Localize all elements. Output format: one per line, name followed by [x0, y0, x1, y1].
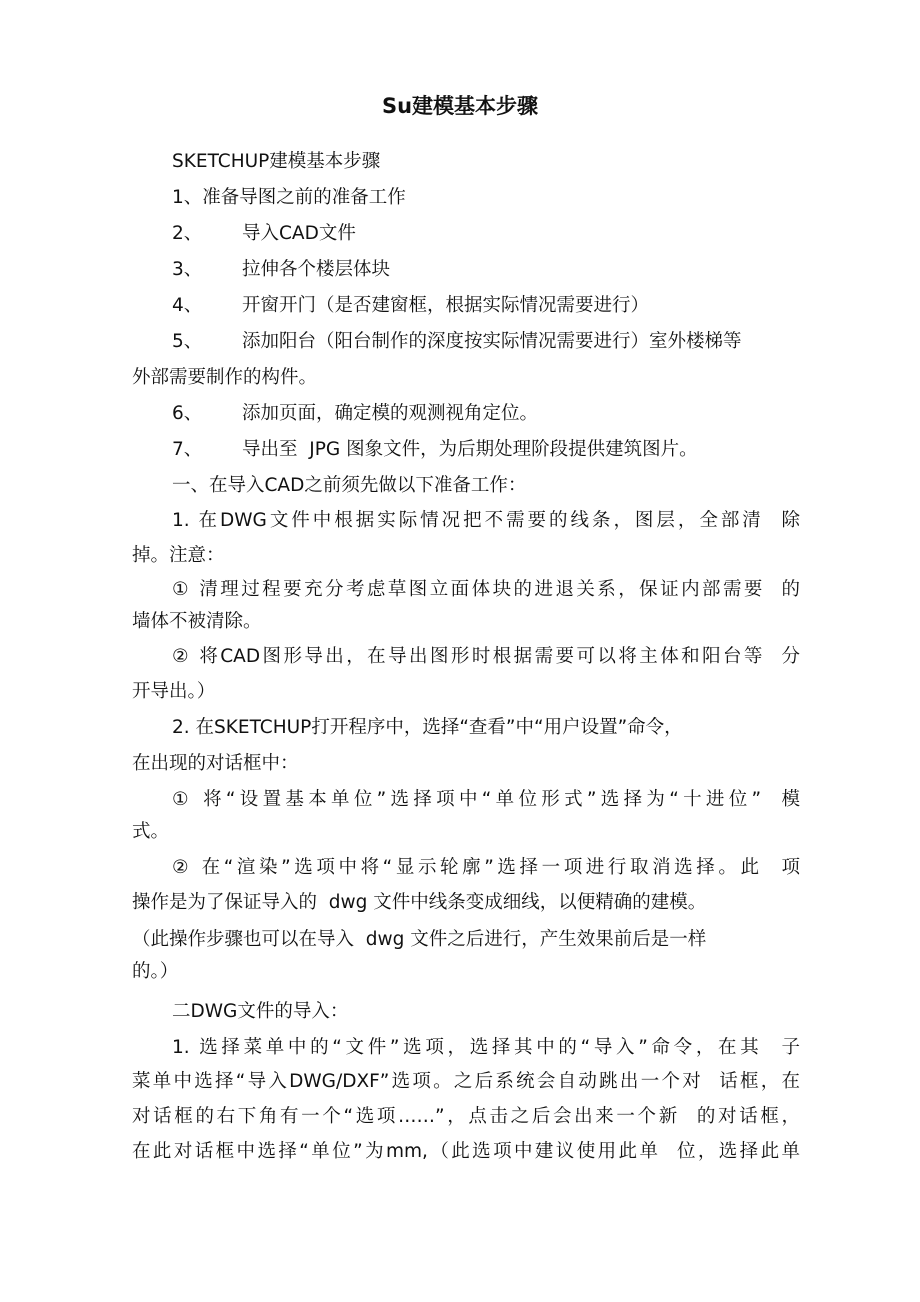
text-line: [132, 750, 299, 778]
line-text: （此操作步骤也可以在导入 dwg 文件之后进行，产生效果前后是一样: [132, 929, 707, 950]
line-text: 2. 在SKETCHUP打开程序中，选择“查看”中“用户设置”命令，: [172, 717, 683, 738]
item-number: 5、: [172, 331, 203, 352]
line-text: 的。）: [132, 961, 179, 982]
line-text: SKETCHUP建模基本步骤: [172, 151, 381, 172]
text-line: [132, 1068, 800, 1096]
line-text: 菜单中选择“导入DWG/DXF”选项。之后系统会自动跳出一个对 话框，在: [132, 1071, 800, 1092]
line-text: 对话框的右下角有一个“选项……”，点击之后会出来一个新 的对话框，: [132, 1106, 800, 1127]
document-title: Su建模基本步骤: [381, 94, 539, 118]
line-text: 一、在导入CAD之前须先做以下准备工作：: [172, 475, 527, 496]
line-text: ② 将CAD图形导出，在导出图形时根据需要可以将主体和阳台等 分: [172, 646, 800, 667]
text-line: [172, 1034, 800, 1062]
text-line: [172, 292, 649, 320]
text-line: [132, 608, 262, 636]
item-number: 6、: [172, 403, 203, 424]
line-text: 在此对话框中选择“单位”为mm,（此选项中建议使用此单 位，选择此单: [132, 1141, 800, 1162]
line-text: 二DWG文件的导入：: [172, 1001, 349, 1022]
line-text: 导入CAD文件: [242, 223, 356, 244]
text-line: [132, 818, 169, 846]
text-line: [172, 436, 698, 464]
text-line: [172, 643, 800, 671]
text-line: [132, 364, 317, 392]
text-line: [172, 786, 800, 814]
line-text: 添加页面，确定模的观测视角定位。: [242, 403, 539, 424]
text-line: [132, 958, 178, 986]
line-text: 拉伸各个楼层体块: [242, 259, 391, 280]
line-text: 掉。注意：: [132, 545, 225, 566]
item-number: 3、: [172, 259, 203, 280]
text-line: [132, 542, 225, 570]
line-text: 在出现的对话框中：: [132, 753, 299, 774]
text-line: [172, 220, 356, 248]
line-text: 1、准备导图之前的准备工作: [172, 187, 406, 208]
line-text: ② 在“渲染”选项中将“显示轮廓”选择一项进行取消选择。此 项: [172, 857, 800, 878]
item-number: 4、: [172, 295, 203, 316]
text-line: [132, 1138, 800, 1166]
text-line: [172, 256, 390, 284]
item-number: 7、: [172, 439, 203, 460]
text-line: [172, 328, 742, 356]
text-line: [132, 678, 215, 706]
line-text: ① 清理过程要充分考虑草图立面体块的进退关系，保证内部需要 的: [172, 579, 800, 600]
text-line: [172, 576, 800, 604]
text-line: [172, 184, 406, 212]
text-line: [172, 472, 526, 500]
line-text: 开导出。）: [132, 681, 216, 702]
text-line: [172, 998, 348, 1026]
text-line: [132, 889, 706, 917]
text-line: [132, 926, 706, 954]
line-text: 式。: [132, 821, 170, 842]
line-text: 操作是为了保证导入的 dwg 文件中线条变成细线，以便精确的建模。: [132, 892, 707, 913]
text-line: [172, 714, 683, 742]
line-text: 墙体不被清除。: [132, 611, 262, 632]
text-line: [172, 148, 380, 176]
line-text: 添加阳台（阳台制作的深度按实际情况需要进行）室外楼梯等: [242, 331, 742, 352]
text-line: [172, 507, 800, 535]
line-text: ① 将“设置基本单位”选择项中“单位形式”选择为“十进位” 模: [172, 789, 800, 810]
line-text: 1. 在DWG文件中根据实际情况把不需要的线条，图层，全部清 除: [172, 510, 800, 531]
line-text: 导出至 JPG 图象文件，为后期处理阶段提供建筑图片。: [242, 439, 698, 460]
line-text: 外部需要制作的构件。: [132, 367, 318, 388]
line-text: 开窗开门（是否建窗框，根据实际情况需要进行）: [242, 295, 650, 316]
line-text: 1. 选择菜单中的“文件”选项，选择其中的“导入”命令，在其 子: [172, 1037, 800, 1058]
text-line: [172, 854, 800, 882]
text-line: [132, 1103, 800, 1131]
item-number: 2、: [172, 223, 203, 244]
text-line: [172, 400, 538, 428]
